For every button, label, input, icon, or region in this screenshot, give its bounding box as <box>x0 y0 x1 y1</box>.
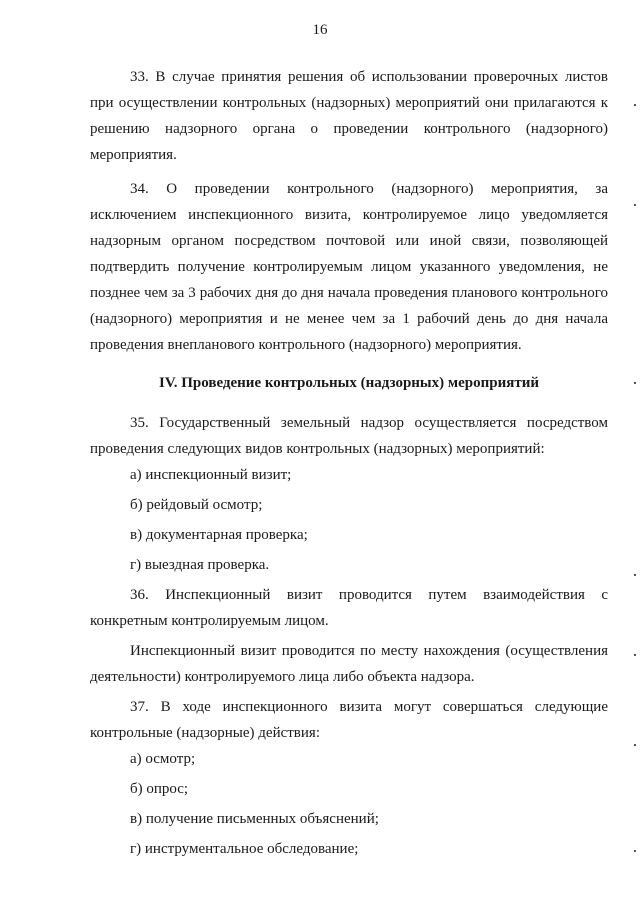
document-body <box>90 64 608 866</box>
list-item: в) документарная проверка; <box>130 527 308 543</box>
list-item: а) инспекционный визит; <box>130 467 292 483</box>
list-item: б) опрос; <box>130 781 189 797</box>
page-number: 16 <box>312 22 328 38</box>
list-item: б) рейдовый осмотр; <box>130 497 263 513</box>
scan-artifact <box>634 850 636 852</box>
paragraph-34: 34. О проведении контрольного (надзорного) мероприятия, за исключением инспекционного визита, контролируемое лицо уведомляется надзорным органом посредством почтовой или иной связи, позволяющей подтвердить получение контролируемым лицом указанного уведомления, не позднее чем за 3 рабочих дня до дня начала проведения планового контрольного (надзорного) мероприятия и не менее чем за 1 рабочий день до дня начала проведения внепланового контрольного (надзорного) мероприятия. <box>90 181 608 353</box>
paragraph-37-list <box>90 746 608 862</box>
list-item: г) инструментальное обследование; <box>130 841 359 857</box>
scan-artifact <box>634 654 636 656</box>
paragraph-36: 36. Инспекционный визит проводится путем взаимодействия с конкретным контролируемым лицом. <box>90 587 608 629</box>
scan-artifact <box>634 104 636 106</box>
paragraph-37: 37. В ходе инспекционного визита могут совершаться следующие контрольные (надзорные) действия: <box>90 699 608 741</box>
paragraph-35: 35. Государственный земельный надзор осуществляется посредством проведения следующих видов контрольных (надзорных) мероприятий: <box>90 415 608 457</box>
section-heading-iv: IV. Проведение контрольных (надзорных) мероприятий <box>158 375 539 391</box>
paragraph-36-continued: Инспекционный визит проводится по месту нахождения (осуществления деятельности) контролируемого лица либо объекта надзора. <box>90 643 608 685</box>
list-item: а) осмотр; <box>130 751 196 767</box>
scan-artifact <box>634 574 636 576</box>
list-item: в) получение письменных объяснений; <box>130 811 379 827</box>
scan-artifact <box>634 382 636 384</box>
paragraph-33: 33. В случае принятия решения об использовании проверочных листов при осуществлении контрольных (надзорных) мероприятий они прилагаются к решению надзорного органа о проведении контрольного (надзорного) мероприятия. <box>90 69 608 163</box>
scan-artifact <box>634 744 636 746</box>
scan-artifact <box>634 204 636 206</box>
list-item: г) выездная проверка. <box>130 557 270 573</box>
paragraph-35-list <box>90 462 608 578</box>
